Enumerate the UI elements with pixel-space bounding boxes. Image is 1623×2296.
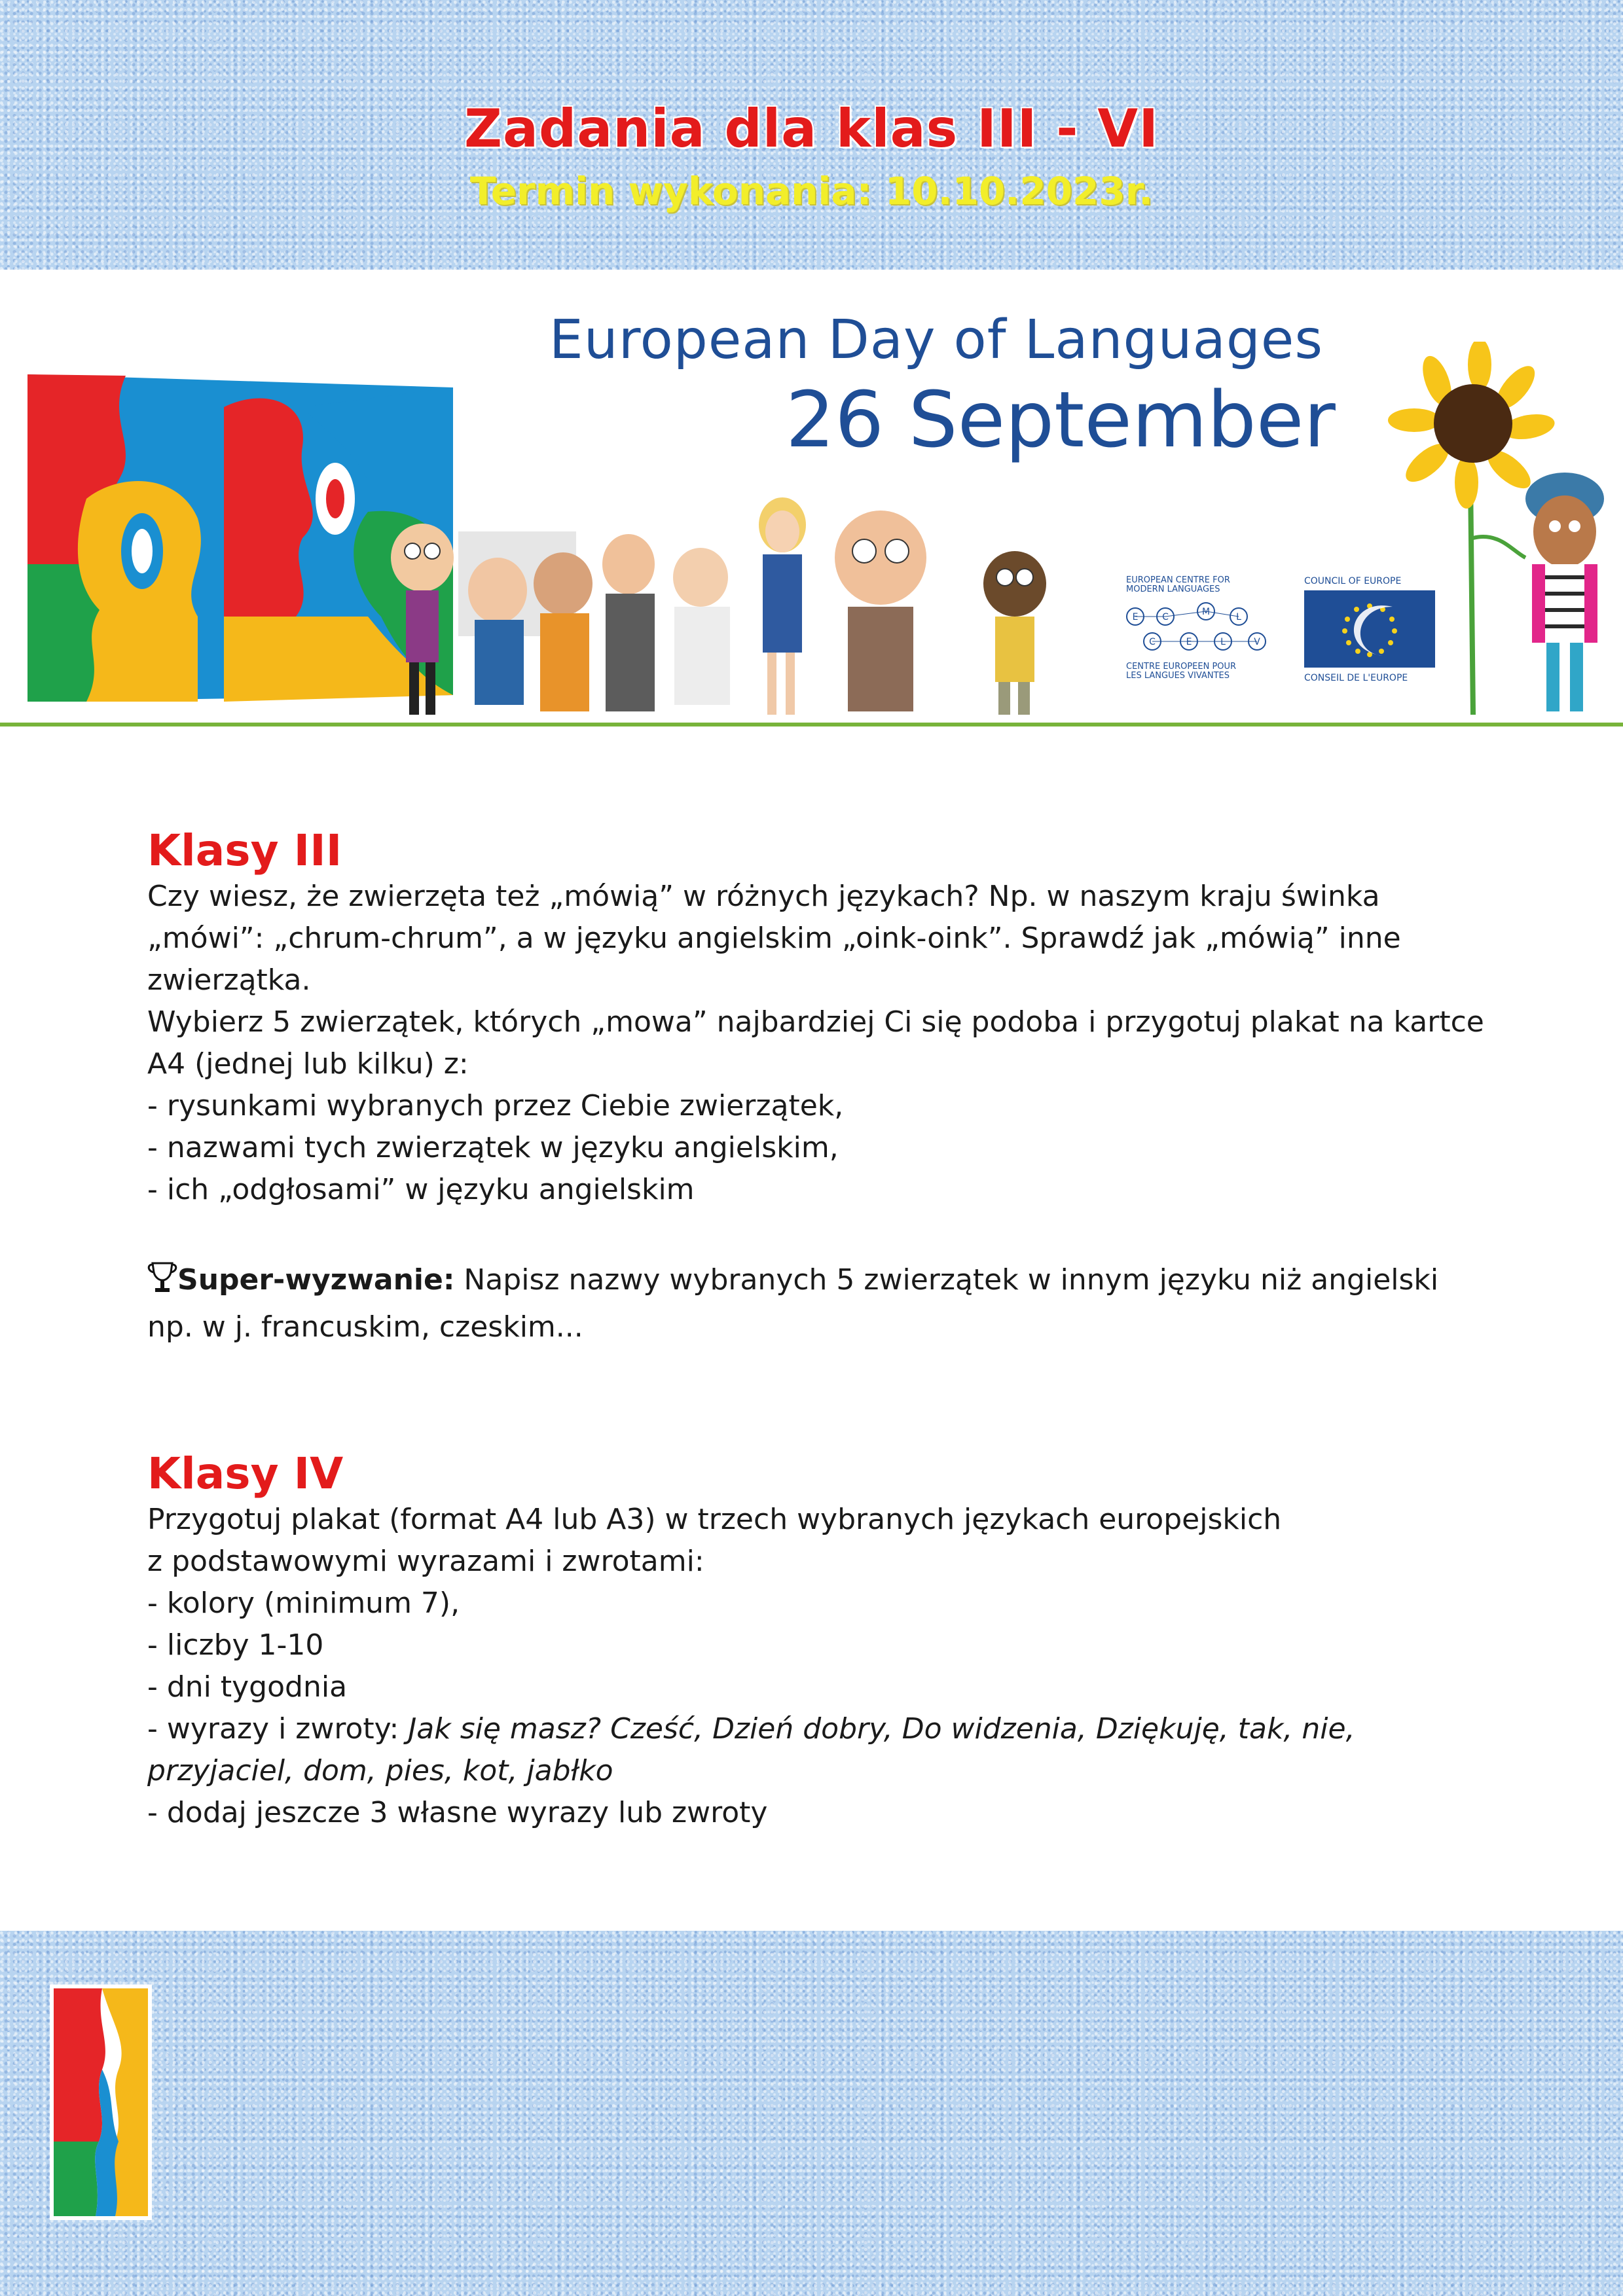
text-line: Czy wiesz, że zwierzęta też „mówią” w różnych językach? Np. w naszym kraju świnka xyxy=(147,880,1380,913)
section-body-klasy-iii xyxy=(147,876,1509,1211)
page-title: Zadania dla klas III - VI xyxy=(464,98,1159,159)
header-band xyxy=(0,0,1623,270)
banner-divider xyxy=(0,723,1623,726)
text-line: A4 (jednej lub kilku) z: xyxy=(147,1047,469,1081)
council-of-europe-logo: COUNCIL OF EUROPE CONSEIL DE L'EUROPE xyxy=(1304,576,1439,694)
ecml-letter: E xyxy=(1132,612,1139,622)
edl-footer-logo xyxy=(50,1984,152,2220)
section-body-klasy-iv xyxy=(147,1499,1509,1834)
ecml-letter: E xyxy=(1186,637,1192,647)
sunflower-girl-illustration xyxy=(1368,342,1623,721)
ecml-letter: M xyxy=(1201,607,1211,617)
edl-date: 26 September xyxy=(786,374,1336,465)
list-item: - dodaj jeszcze 3 własne wyrazy lub zwroty xyxy=(147,1796,768,1829)
edl-banner xyxy=(0,270,1623,726)
super-challenge-text-2: np. w j. francuskim, czeskim... xyxy=(147,1310,583,1344)
list-item: - liczby 1-10 xyxy=(147,1628,324,1662)
list-item: - nazwami tych zwierzątek w języku angielskim, xyxy=(147,1131,839,1164)
super-challenge-label: Super-wyzwanie: xyxy=(177,1263,455,1297)
list-item: - dni tygodnia xyxy=(147,1670,348,1704)
ecml-letter: C xyxy=(1149,637,1156,647)
list-item: - wyrazy i zwroty: Jak się masz? Cześć, Dzień dobry, Do widzenia, Dziękuję, tak, nie, xyxy=(147,1712,1355,1746)
super-challenge xyxy=(147,1257,1509,1351)
list-item: - ich „odgłosami” w języku angielskim xyxy=(147,1173,695,1206)
text-line: Wybierz 5 zwierzątek, których „mowa” najbardziej Ci się podoba i przygotuj plakat na kartce xyxy=(147,1005,1484,1039)
phrases-italic: przyjaciel, dom, pies, kot, jabłko xyxy=(147,1754,613,1787)
list-item-continued xyxy=(147,1750,1509,1792)
list-item: - rysunkami wybranych przez Ciebie zwierzątek, xyxy=(147,1089,844,1122)
ecml-letter: L xyxy=(1236,612,1241,622)
ecml-letter: V xyxy=(1254,637,1260,647)
ecml-letters-circles xyxy=(1126,597,1277,662)
section-heading-klasy-iii: Klasy III xyxy=(147,825,342,876)
cartoon-people-illustration xyxy=(367,479,1061,728)
text-line: zwierzątka. xyxy=(147,963,311,997)
trophy-icon xyxy=(147,1261,177,1293)
task-content xyxy=(147,826,1509,1834)
ecml-logo: EUROPEAN CENTRE FOR MODERN LANGUAGES E C M L C E L V CENTRE EUROPEEN POUR LES LANGUES VIVANTES xyxy=(1126,576,1277,694)
footer-band xyxy=(0,1931,1623,2296)
text-line: z podstawowymi wyrazami i zwrotami: xyxy=(147,1545,704,1578)
text-line: „mówi”: „chrum-chrum”, a w języku angielskim „oink-oink”. Sprawdź jak „mówią” inne xyxy=(147,922,1401,955)
list-item: - kolory (minimum 7), xyxy=(147,1587,460,1620)
ecml-letter: C xyxy=(1162,612,1169,622)
text-line: Przygotuj plakat (format A4 lub A3) w trzech wybranych językach europejskich xyxy=(147,1503,1282,1536)
section-heading-klasy-iv: Klasy IV xyxy=(147,1448,344,1499)
super-challenge-text: Napisz nazwy wybranych 5 zwierzątek w innym języku niż angielski xyxy=(454,1263,1439,1297)
edl-title: European Day of Languages xyxy=(549,309,1324,371)
phrases-italic: Jak się masz? Cześć, Dzień dobry, Do widzenia, Dziękuję, tak, nie, xyxy=(408,1712,1355,1746)
ecml-letter: L xyxy=(1220,637,1226,647)
deadline-subtitle: Termin wykonania: 10.10.2023r. xyxy=(469,169,1154,213)
